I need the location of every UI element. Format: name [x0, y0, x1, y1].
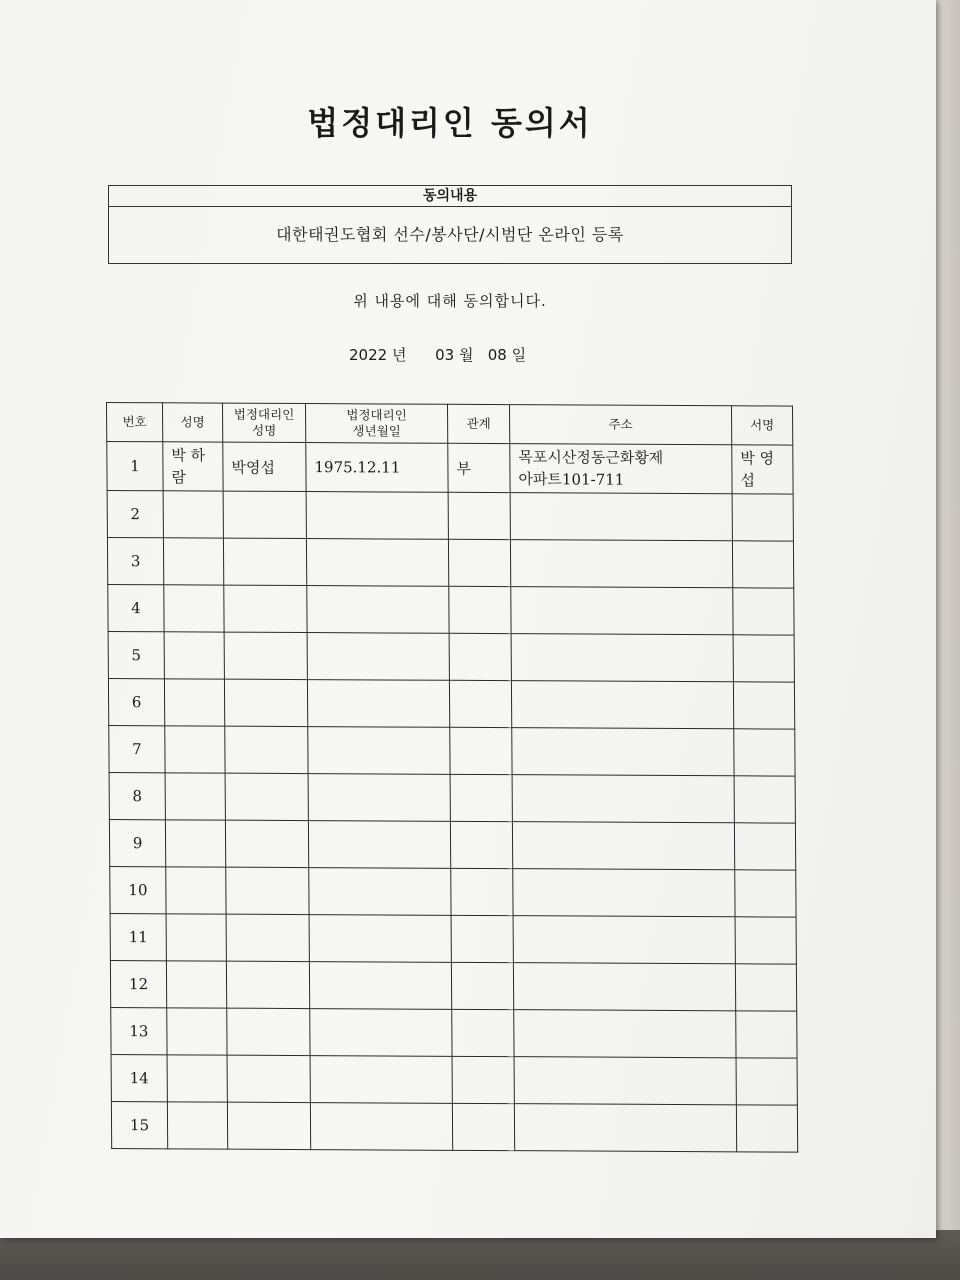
cell-name [163, 491, 223, 538]
cell-guardian-name [223, 538, 306, 585]
cell-relation [452, 1103, 514, 1150]
cell-no: 9 [109, 820, 165, 867]
consent-header: 동의내용 [109, 186, 791, 207]
cell-relation [450, 774, 512, 821]
cell-guardian-name [224, 632, 307, 679]
cell-name [164, 679, 224, 726]
cell-signature [736, 1105, 797, 1152]
table-body [107, 442, 798, 1153]
cell-no: 4 [108, 585, 164, 632]
cell-name-line2: 람 [171, 468, 187, 487]
cell-guardian-birth [309, 915, 451, 963]
cell-signature [734, 776, 795, 823]
header-guardian-name-line1: 법정대리인 [233, 406, 295, 422]
cell-relation [451, 962, 513, 1009]
table-row [108, 585, 794, 636]
cell-no: 7 [109, 726, 165, 773]
cell-signature [735, 917, 796, 964]
date-year: 2022 [349, 346, 388, 364]
cell-guardian-birth [306, 539, 448, 587]
cell-guardian-name: 박영섭 [223, 442, 306, 491]
cell-signature [732, 445, 793, 494]
cell-guardian-name [224, 585, 307, 632]
cell-relation [452, 1009, 514, 1056]
document-title: 법정대리인 동의서 [307, 104, 593, 142]
cell-no: 13 [111, 1008, 167, 1055]
cell-guardian-birth [307, 586, 449, 634]
table-row [107, 538, 793, 589]
table-row [108, 679, 794, 730]
cell-no: 10 [110, 867, 166, 914]
cell-name [165, 820, 225, 867]
cell-name [167, 1055, 227, 1102]
cell-address [512, 728, 734, 776]
cell-no: 5 [108, 632, 164, 679]
date-day: 08 [487, 346, 507, 364]
cell-guardian-birth [308, 727, 450, 775]
table-row [109, 820, 795, 871]
cell-name [166, 961, 226, 1008]
cell-signature-line1: 박 영 [740, 449, 775, 468]
cell-guardian-name [227, 1008, 310, 1055]
cell-relation [449, 586, 511, 633]
cell-guardian-birth [306, 492, 448, 540]
cell-guardian-name [225, 773, 308, 820]
consent-content-box [108, 185, 792, 264]
cell-guardian-name [225, 820, 308, 867]
date-year-unit: 년 [391, 346, 407, 364]
cell-relation [448, 539, 510, 586]
cell-relation [452, 1056, 514, 1103]
cell-relation [449, 633, 511, 680]
table-row [111, 1008, 797, 1059]
cell-no: 14 [111, 1055, 167, 1102]
table-row [110, 867, 796, 918]
cell-no: 6 [108, 679, 164, 726]
cell-address [510, 540, 732, 588]
date-day-unit: 일 [511, 346, 527, 364]
date-line [349, 344, 526, 365]
table-row [107, 442, 793, 495]
cell-name [164, 585, 224, 632]
cell-guardian-name [223, 491, 306, 538]
cell-address [514, 1104, 736, 1152]
table-row [111, 1102, 797, 1153]
cell-guardian-name [226, 914, 309, 961]
cell-name [166, 914, 226, 961]
cell-guardian-birth [310, 1103, 452, 1151]
table-row [107, 491, 793, 542]
cell-guardian-birth [307, 633, 449, 681]
cell-signature [734, 729, 795, 776]
cell-relation [451, 915, 513, 962]
cell-name [165, 726, 225, 773]
header-guardian-name [223, 403, 306, 442]
header-address: 주소 [509, 405, 731, 445]
table-row [109, 726, 795, 777]
cell-guardian-name [227, 1055, 310, 1102]
date-month: 03 [435, 346, 455, 364]
guardian-table [106, 402, 798, 1153]
table-row [111, 1055, 797, 1106]
cell-name [166, 867, 226, 914]
header-name: 성명 [163, 403, 223, 442]
cell-no: 1 [107, 442, 163, 491]
cell-signature [732, 494, 793, 541]
cell-guardian-birth [309, 868, 451, 916]
table-row [110, 961, 796, 1012]
cell-signature [736, 1011, 797, 1058]
cell-relation [450, 821, 512, 868]
table-row [108, 632, 794, 683]
cell-signature [736, 1058, 797, 1105]
cell-no: 15 [111, 1102, 167, 1149]
table-row [110, 914, 796, 965]
cell-signature [735, 870, 796, 917]
cell-name [164, 632, 224, 679]
cell-guardian-birth [309, 962, 451, 1010]
cell-no: 2 [107, 491, 163, 538]
cell-relation: 부 [448, 443, 510, 492]
cell-no: 11 [110, 914, 166, 961]
cell-guardian-birth [310, 1009, 452, 1057]
date-month-unit: 월 [458, 346, 474, 364]
cell-relation [449, 680, 511, 727]
cell-guardian-name [224, 679, 307, 726]
cell-guardian-birth [310, 1056, 452, 1104]
cell-address [514, 1010, 736, 1058]
cell-name [167, 1102, 227, 1149]
cell-no: 8 [109, 773, 165, 820]
cell-address [513, 869, 735, 917]
cell-relation [448, 492, 510, 539]
cell-address [511, 587, 733, 635]
cell-guardian-name [226, 961, 309, 1008]
consent-content: 대한태권도협회 선수/봉사단/시범단 온라인 등록 [276, 225, 624, 244]
cell-address-line2: 아파트101-711 [518, 470, 625, 489]
header-guardian-birth-line2: 생년월일 [352, 423, 401, 439]
cell-address [512, 822, 734, 870]
header-guardian-birth-line1: 법정대리인 [346, 407, 407, 423]
header-guardian-birth [305, 404, 447, 444]
cell-address [512, 775, 734, 823]
cell-address [511, 634, 733, 682]
cell-signature [735, 964, 796, 1011]
cell-guardian-name [226, 867, 309, 914]
cell-address [514, 1057, 736, 1105]
cell-name [165, 773, 225, 820]
cell-guardian-name [225, 726, 308, 773]
cell-guardian-name [227, 1102, 310, 1149]
header-relation: 관계 [447, 404, 509, 443]
agreement-statement: 위 내용에 대해 동의합니다. [353, 292, 547, 310]
header-no: 번호 [107, 403, 163, 442]
cell-guardian-birth: 1975.12.11 [306, 443, 448, 493]
cell-guardian-birth [308, 821, 450, 869]
cell-signature [732, 541, 793, 588]
cell-guardian-birth [307, 680, 449, 728]
cell-name [163, 538, 223, 585]
cell-signature [733, 635, 794, 682]
cell-address [513, 963, 735, 1011]
cell-name-line1: 박 하 [171, 446, 206, 465]
cell-name [163, 442, 223, 491]
guardian-table-wrapper [106, 402, 797, 1153]
table-header-row [107, 403, 793, 446]
cell-signature [733, 588, 794, 635]
header-guardian-name-line2: 성명 [252, 422, 277, 438]
cell-no: 3 [107, 538, 163, 585]
table-row [109, 773, 795, 824]
cell-guardian-birth [308, 774, 450, 822]
cell-name [167, 1008, 227, 1055]
cell-address-line1: 목포시산정동근화황제 [518, 448, 664, 467]
cell-no: 12 [110, 961, 166, 1008]
cell-signature [734, 823, 795, 870]
cell-signature [733, 682, 794, 729]
cell-signature-line2: 섭 [740, 471, 756, 490]
cell-relation [451, 868, 513, 915]
cell-address [511, 681, 733, 729]
cell-address [510, 493, 732, 541]
cell-relation [450, 727, 512, 774]
header-signature: 서명 [731, 406, 792, 445]
cell-address [513, 916, 735, 964]
cell-address [510, 444, 732, 494]
